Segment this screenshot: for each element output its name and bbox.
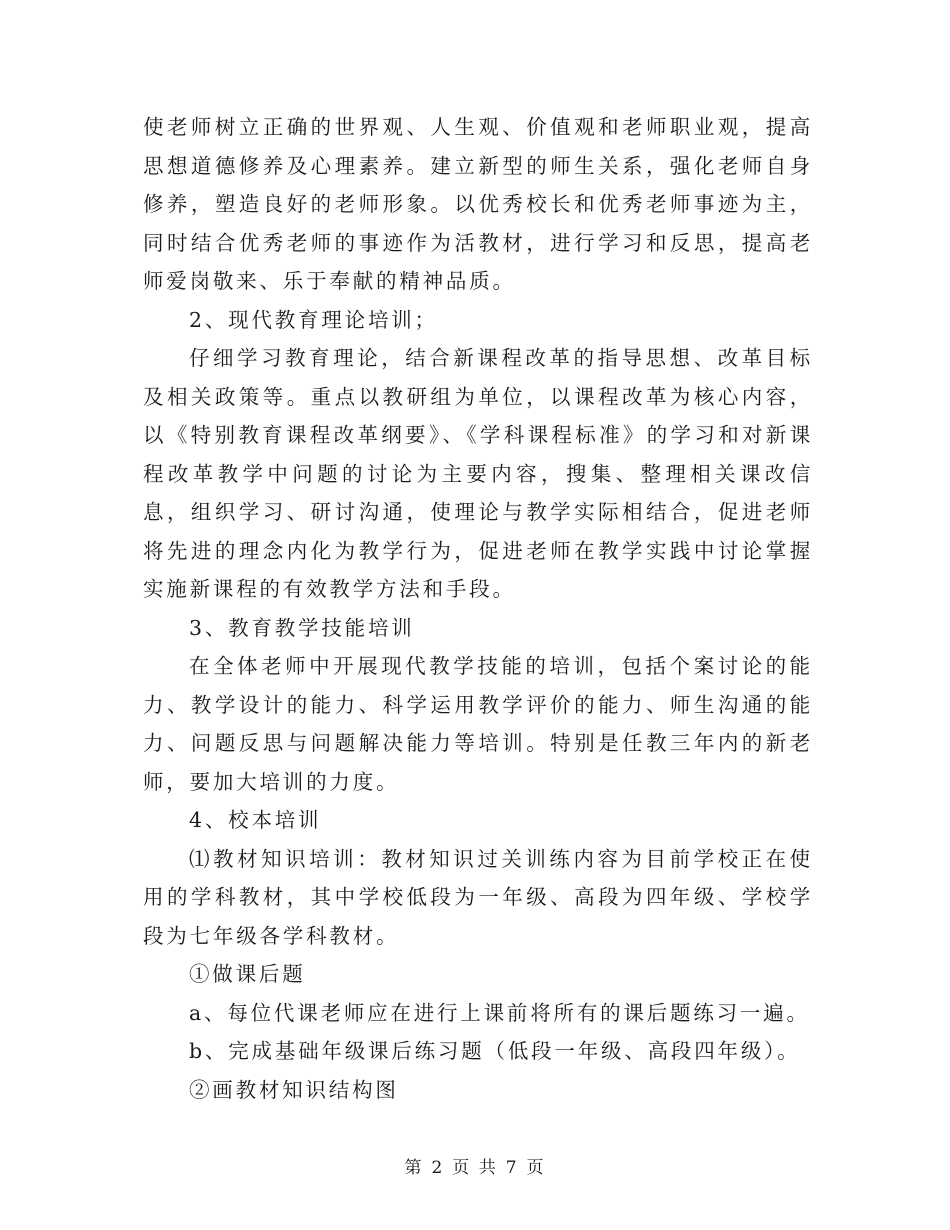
document-body [143,108,813,1109]
item-draw-structure-map: ②画教材知识结构图 [189,1077,399,1102]
page-footer [0,1153,950,1178]
item-b-basic-grade: b、完成基础年级课后练习题（低段一年级、高段四年级）。 [189,1039,801,1063]
paragraph-moral-education: 使老师树立正确的世界观、人生观、价值观和老师职业观，提高思想道德修养及心理素养。建立新型的师生关系，强化老师自身修养，塑造良好的老师形象。以优秀校长和优秀老师事迹为主，同时结合优秀老师的事迹作为活教材，进行学习和反思，提高老师爱岗敬来、乐于奉献的精神品质。 [143,115,813,293]
heading-teaching-skills-training: 3、教育教学技能培训 [189,615,415,640]
footer-page-number: 2 [431,1158,445,1178]
item-a-practice: a、每位代课老师应在进行上课前将所有的课后题练习一遍。 [189,1000,810,1025]
paragraph-textbook-training: ⑴教材知识培训：教材知识过关训练内容为目前学校正在使用的学科教材，其中学校低段为一年级、高段为四年级、学校学段为七年级各学科教材。 [143,846,813,948]
heading-modern-theory-training: 2、现代教育理论培训； [189,307,438,332]
footer-suffix: 页 [526,1158,546,1178]
paragraph-skills-training: 在全体老师中开展现代教学技能的培训，包括个案讨论的能力、教学设计的能力、科学运用教学评价的能力、师生沟通的能力、问题反思与问题解决能力等培训。特别是任教三年内的新老师，要加大培训的力度。 [143,654,813,794]
item-do-exercises: ①做课后题 [189,962,306,986]
footer-total-pages: 7 [505,1158,519,1178]
footer-prefix: 第 [404,1158,424,1178]
heading-school-based-training: 4、校本培训 [189,808,322,832]
footer-middle: 页 共 [452,1158,498,1178]
paragraph-theory-study: 仔细学习教育理论，结合新课程改革的指导思想、改革目标及相关政策等。重点以教研组为单位，以课程改革为核心内容，以《特别教育课程改革纲要》、《学科课程标准》的学习和对新课程改革教学中问题的讨论为主要内容，搜集、整理相关课改信息，组织学习、研讨沟通，使理论与教学实际相结合，促进老师将先进的理念内化为教学行为，促进老师在教学实践中讨论掌握实施新课程的有效教学方法和手段。 [143,346,813,601]
